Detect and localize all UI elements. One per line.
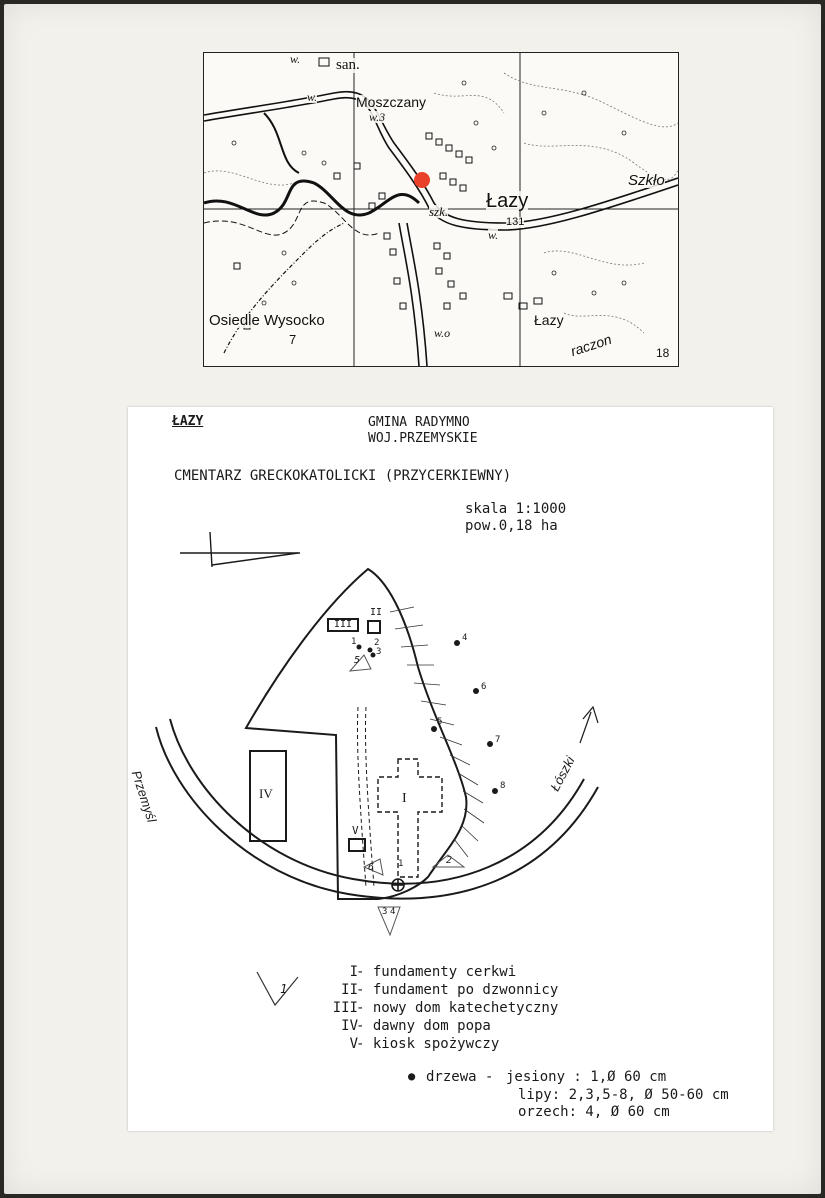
map-label-lazy-small: Łazy: [534, 312, 564, 328]
map-label-raczon: raczon: [568, 330, 614, 360]
tree-label-5: 5: [437, 717, 443, 727]
tree-label-7: 7: [495, 735, 501, 745]
label-building-ii: II: [370, 607, 383, 618]
map-label-wo: w.o: [434, 326, 451, 340]
sheet-title: CMENTARZ GRECKOKATOLICKI (PRZYCERKIEWNY): [174, 468, 512, 484]
map-label-san: san.: [336, 57, 360, 73]
north-arrow-icon: [180, 532, 300, 567]
road-label-przemysl: Przemyśl: [128, 768, 160, 825]
viewpoint-label-5: 5: [354, 655, 361, 666]
tree-label-8: 8: [500, 781, 506, 791]
tree-label-4: 4: [462, 633, 468, 643]
cemetery-plan-sheet: [128, 407, 773, 1131]
map-label-szk: szk.: [429, 204, 449, 219]
legend-text: fundamenty cerkwi: [372, 964, 517, 980]
building-ii-outline: [368, 621, 380, 633]
scale-label: skala 1:1000: [465, 501, 567, 517]
legend-code-iv: IV: [341, 1018, 358, 1034]
legend-code-i: I: [349, 964, 358, 980]
legend-desc-i: - fundamenty cerkwi: [356, 964, 517, 980]
tree-label-1: 1: [351, 637, 357, 647]
map-label-szklo: Szkło: [628, 172, 665, 189]
viewpoint-label-1: 1: [398, 859, 404, 869]
map-label-elevation: 131: [506, 216, 525, 228]
trees-line-2: lipy: 2,3,5-8, Ø 50-60 cm: [518, 1087, 729, 1103]
label-building-iii: III: [334, 619, 353, 630]
legend-text: nowy dom katechetyczny: [372, 1000, 559, 1016]
viewpoint-markers: [350, 655, 464, 935]
voivodeship-line: WOJ.PRZEMYSKIE: [368, 431, 478, 446]
viewpoint-label-6: 6: [368, 862, 375, 873]
cross-icon: [392, 879, 404, 891]
tree-markers: [357, 640, 499, 794]
church-foundation-outline: [378, 759, 442, 877]
cemetery-highlight: [414, 172, 430, 188]
trees-line-1: jesiony : 1,Ø 60 cm: [506, 1069, 667, 1085]
label-building-v: V: [352, 824, 359, 837]
area-label: pow.0,18 ha: [465, 518, 558, 534]
label-building-iv: IV: [259, 786, 273, 801]
legend-viewpoint-number: 1: [280, 982, 288, 996]
tree-label-2: 2: [374, 638, 380, 648]
viewpoint-label-2: 2: [446, 855, 453, 866]
legend-desc-iii: - nowy dom katechetyczny: [356, 1000, 559, 1016]
legend-desc-ii: - fundament po dzwonnicy: [356, 982, 559, 998]
legend-code-v: V: [349, 1036, 358, 1052]
map-label-lazy: Łazy: [486, 190, 529, 212]
trees-label: drzewa -: [426, 1069, 494, 1085]
road-label-loszki: Łószki: [547, 753, 578, 794]
trees-line-3: orzech: 4, Ø 60 cm: [518, 1104, 670, 1120]
topographic-map-excerpt: [203, 52, 679, 367]
legend-text: kiosk spożywczy: [372, 1036, 500, 1052]
map-label-w: w.: [488, 228, 499, 242]
tree-label-3: 3: [376, 647, 382, 657]
tree-bullet-icon: ●: [408, 1069, 416, 1083]
map-label-w: w.: [307, 90, 318, 104]
dashed-path: [357, 707, 374, 887]
map-label-w: w.: [290, 52, 301, 66]
tree-label-6: 6: [481, 682, 487, 692]
label-church-i: I: [402, 791, 407, 806]
gmina-line: GMINA RADYMNO: [368, 415, 470, 430]
legend-code-iii: III: [332, 1000, 358, 1016]
map-label-7: 7: [289, 332, 297, 347]
viewpoint-label-4: 4: [390, 907, 396, 917]
map-label-osiedle: Osiedle Wysocko: [209, 312, 325, 329]
viewpoint-label-3: 3: [382, 907, 388, 917]
legend-text: dawny dom popa: [372, 1018, 491, 1034]
legend-text: fundament po dzwonnicy: [372, 982, 559, 998]
legend-viewpoint-icon: [257, 972, 298, 1005]
slope-hatching: [390, 607, 487, 857]
map-label-w3: w.3: [369, 110, 386, 124]
place-name: ŁAZY: [172, 414, 204, 429]
legend-desc-iv: - dawny dom popa: [356, 1018, 491, 1034]
map-label-18: 18: [656, 346, 670, 360]
road: [156, 707, 598, 899]
legend-desc-v: - kiosk spożywczy: [356, 1036, 500, 1052]
legend-code-ii: II: [341, 982, 358, 998]
map-label-moszczany: Moszczany: [356, 94, 427, 110]
